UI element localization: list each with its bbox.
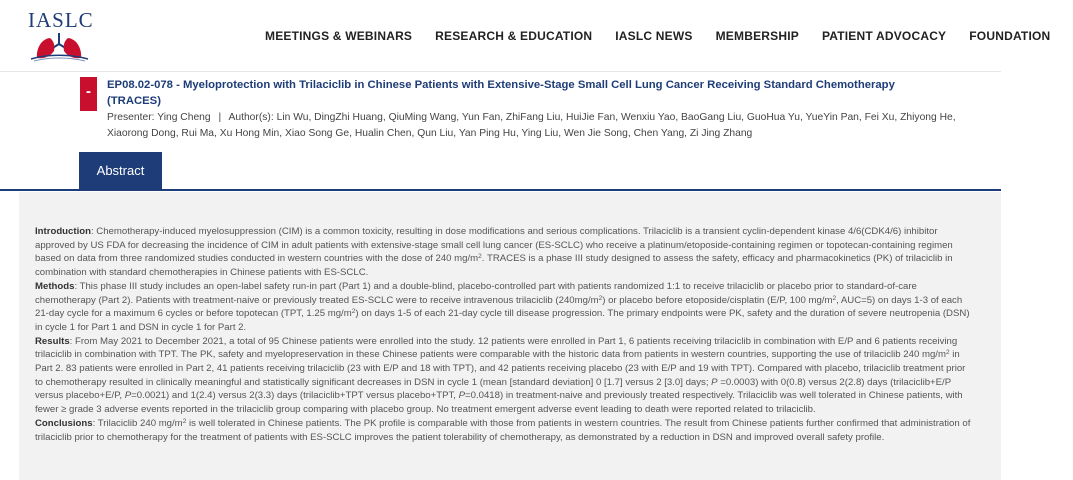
tab-abstract[interactable]: Abstract (79, 152, 162, 190)
collapse-toggle-button[interactable]: - (80, 77, 97, 111)
conclusions-paragraph: Conclusions: Trilaciclib 240 $mg/m^2$ is well tolerated in Chinese patients. The PK profile is comparable with those from patients in western countries. The result from Chinese patients further confirmed that administration of trilaciclib prior to chemotherapy for the treatment of patients with ES-SCLC improves the patient tolerability of chemotherapy, as demonstrated by a reduction in DSN and improved overall safety profile. (35, 417, 971, 443)
lungs-logo-icon (30, 32, 90, 62)
introduction-paragraph: Introduction: Chemotherapy-induced myelosuppression (CIM) is a common toxicity, resulting in dose modifications and serious complications. Trilaciclib is a transient cyclin-dependent kinase 4/6(CDK4/6) inhibitor approved by US FDA for decreasing the incidence of CIM in adult patients with extensive-stage small cell lung cancer (ES-SCLC) who receive a platinum/etoposide-containing regimen or topotecan-containing regimen based on data from three randomized studies conducted in western countries with the dose of 240 $mg/m^2$. TRACES is a phase III study designed to assess the safety, efficacy and pharmacokinetics (PK) of trilaciclib in combination with standard chemotherapies in Chinese patients with ES-SCLC. (35, 226, 953, 279)
site-header (0, 0, 1051, 72)
abstract-title[interactable]: EP08.02-078 - Myeloprotection with Trilaciclib in Chinese Patients with Extensive-Stage Small Cell Lung Cancer Receiving Standard Chemotherapy (TRACES) (107, 79, 895, 107)
author-line (107, 110, 977, 142)
logo-text: IASLC (28, 8, 94, 32)
presenter-label: Presenter: (107, 112, 155, 123)
nav-iaslc-news[interactable]: IASLC NEWS (615, 29, 693, 43)
nav-meetings-webinars[interactable]: MEETINGS & WEBINARS (265, 29, 413, 43)
abstract-panel (19, 192, 1001, 480)
nav-membership[interactable]: MEMBERSHIP (715, 29, 799, 43)
main-nav (265, 29, 1073, 43)
tab-underline (0, 189, 1001, 191)
authors-list: Lin Wu, DingZhi Huang, QiuMing Wang, Yun Fan, ZhiFang Liu, HuiJie Fan, Wenxiu Yao, BaoGang Liu, GuoHua Yu, YueYin Pan, Fei Xu, Zhiyong He, Xiaorong Dong, Rui Ma, Xu Hong Min, Xiao Song Ge, Hualin Chen, Qun Liu, Yan Ping Hu, Ying Liu, Wen Jie Song, Chen Yang, Zi Jing Zhang (107, 112, 956, 139)
separator: | (218, 112, 222, 123)
iaslc-logo[interactable] (26, 8, 96, 66)
nav-research-education[interactable]: RESEARCH & EDUCATION (435, 29, 593, 43)
authors-label: Author(s): (228, 112, 274, 123)
methods-paragraph: Methods: This phase III study includes an open-label safety run-in part (Part 1) and a double-blind, placebo-controlled part with patients randomized 1:1 to receive trilaciclib or placebo prior to standard-of-care chemotherapy (Part 2). Patients with treatment-naive or previously treated ES-SCLC were to receive intravenous trilaciclib $(240mg/m^2)$ or placebo before etoposide/cisplatin (E/P, 100 $mg/m^2$, AUC=5) on days 1-3 of each 21-day cycle for a maximum 6 cycles or before topotecan (TPT, 1.25 $mg/m^2$) on days 1-5 of each 21-day cycle till disease progression. The primary endpoints were PK, safety and the duration of severe neutropenia (DSN) in cycle 1 for Part 1 and DSN in cycle 1 for Part 2. (35, 280, 970, 333)
presenter-name: Ying Cheng (157, 112, 211, 123)
nav-foundation[interactable]: FOUNDATION (969, 29, 1051, 43)
abstract-body (35, 225, 975, 444)
results-paragraph: Results: From May 2021 to December 2021, a total of 95 Chinese patients were enrolled into the study. 12 patients were enrolled in Part 1, 6 patients receiving trilaciclib in combination with E/P and 6 patients receiving trilaciclib in combination with TPT. The PK, safety and myelopreservation in these Chinese patients were comparable with the historic data from patients in western countries, supporting the use of trilaciclib 240 $mg/m^2$ in Part 2. 83 patients were enrolled in Part 2, 41 patients receiving trilaciclib (23 with E/P and 18 with TPT), and 42 patients receiving placebo (23 with E/P and 19 with TPT). Compared with placebo, trilaciclib treatment prior to chemotherapy resulted in clinically meaningful and statistically significant decreases in DSN in cycle 1 (mean [standard deviation] 0 [1.7] versus 2 [3.0] days; P =0.0003) with 0(0.8) versus 2(2.8) days (trilaciclib+E/P versus placebo+E/P, P=0.0021) and 1(2.4) versus 2(3.3) days (trilaciclib+TPT versus placebo+TPT, P=0.0418) in treatment-naive and previously treated respectively. Trilaciclib was well tolerated in Chinese patients, with fewer ≥ grade 3 adverse events reported in the trilaciclib group comparing with placebo group. No treatment emergent adverse event leading to death were reported related to trilaciclib. (35, 335, 966, 416)
nav-patient-advocacy[interactable]: PATIENT ADVOCACY (821, 29, 947, 43)
